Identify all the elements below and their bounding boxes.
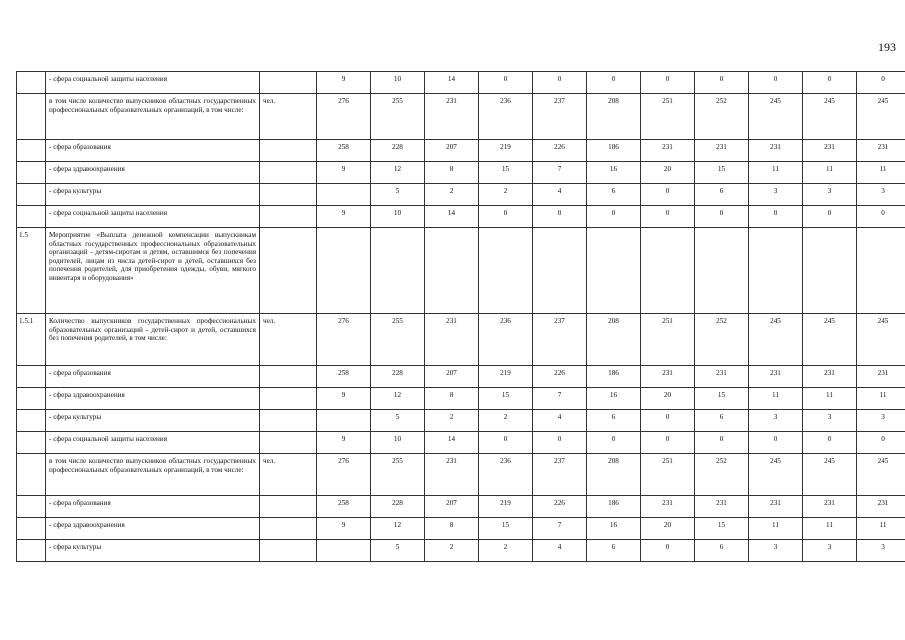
row-value: 0 <box>533 206 587 228</box>
row-value: 9 <box>317 432 371 454</box>
row-value: 0 <box>479 206 533 228</box>
row-value: 236 <box>479 314 533 366</box>
row-name: Количество выпускников государственных профессиональных образовательных организаций - детей-сирот и детей, оставшихся без попечения родителей, в том числе: <box>46 314 260 366</box>
row-value: 0 <box>641 184 695 206</box>
row-value: 3 <box>857 184 905 206</box>
row-value: 3 <box>857 540 905 562</box>
row-value: 0 <box>479 432 533 454</box>
row-value <box>803 228 857 314</box>
row-value: 255 <box>371 94 425 140</box>
row-code <box>17 94 46 140</box>
row-value: 236 <box>479 454 533 496</box>
row-value: 245 <box>803 454 857 496</box>
row-value: 11 <box>857 388 905 410</box>
row-value: 2 <box>425 184 479 206</box>
row-name: - сфера образования <box>46 140 260 162</box>
table-row <box>17 432 905 454</box>
row-value: 2 <box>479 410 533 432</box>
row-code <box>17 410 46 432</box>
row-value: 15 <box>479 388 533 410</box>
row-value: 0 <box>587 206 641 228</box>
row-value: 3 <box>749 540 803 562</box>
row-code <box>17 72 46 94</box>
row-value: 252 <box>695 454 749 496</box>
row-value: 186 <box>587 366 641 388</box>
row-value: 3 <box>857 410 905 432</box>
row-unit <box>260 140 317 162</box>
row-value: 5 <box>371 184 425 206</box>
row-value: 0 <box>587 72 641 94</box>
row-value <box>317 184 371 206</box>
row-value: 8 <box>425 388 479 410</box>
row-value: 0 <box>533 432 587 454</box>
row-value: 226 <box>533 496 587 518</box>
row-value: 207 <box>425 366 479 388</box>
row-value: 4 <box>533 540 587 562</box>
row-value: 10 <box>371 72 425 94</box>
row-value: 231 <box>695 366 749 388</box>
row-value: 3 <box>749 410 803 432</box>
row-unit <box>260 206 317 228</box>
table-row <box>17 496 905 518</box>
row-value: 11 <box>749 388 803 410</box>
row-name: - сфера культуры <box>46 410 260 432</box>
row-value: 11 <box>857 162 905 184</box>
row-value: 2 <box>425 540 479 562</box>
row-value: 6 <box>695 410 749 432</box>
row-value: 16 <box>587 162 641 184</box>
row-value: 276 <box>317 454 371 496</box>
row-value: 245 <box>749 94 803 140</box>
row-value: 236 <box>479 94 533 140</box>
row-value: 0 <box>641 432 695 454</box>
row-value: 0 <box>695 206 749 228</box>
row-value: 16 <box>587 388 641 410</box>
row-name: в том числе количество выпускников областных государственных профессиональных образовательных организаций, в том числе: <box>46 454 260 496</box>
row-value: 5 <box>371 540 425 562</box>
row-value <box>695 228 749 314</box>
row-value <box>587 228 641 314</box>
row-name: - сфера культуры <box>46 184 260 206</box>
row-value: 231 <box>749 140 803 162</box>
row-value: 9 <box>317 72 371 94</box>
row-value: 7 <box>533 388 587 410</box>
row-value <box>479 228 533 314</box>
row-value: 231 <box>749 366 803 388</box>
row-value: 2 <box>425 410 479 432</box>
row-value: 3 <box>803 184 857 206</box>
row-code <box>17 540 46 562</box>
row-value: 0 <box>803 206 857 228</box>
row-value: 251 <box>641 314 695 366</box>
row-code: 1.5.1 <box>17 314 46 366</box>
row-unit <box>260 518 317 540</box>
row-name: - сфера культуры <box>46 540 260 562</box>
row-value: 0 <box>857 72 905 94</box>
row-value: 15 <box>695 162 749 184</box>
row-value: 7 <box>533 162 587 184</box>
row-unit: чел. <box>260 314 317 366</box>
row-value: 276 <box>317 314 371 366</box>
row-value: 0 <box>641 410 695 432</box>
table-row <box>17 410 905 432</box>
row-name: - сфера социальной защиты населения <box>46 432 260 454</box>
row-value: 276 <box>317 94 371 140</box>
row-name: - сфера социальной защиты населения <box>46 206 260 228</box>
row-value: 2 <box>479 540 533 562</box>
row-code <box>17 366 46 388</box>
row-unit <box>260 184 317 206</box>
table-row <box>17 518 905 540</box>
row-name: - сфера образования <box>46 366 260 388</box>
table-row <box>17 72 905 94</box>
row-value: 5 <box>371 410 425 432</box>
row-value: 16 <box>587 518 641 540</box>
row-value: 7 <box>533 518 587 540</box>
indicators-table <box>16 71 905 562</box>
row-value: 231 <box>803 366 857 388</box>
row-value: 20 <box>641 162 695 184</box>
table-row <box>17 184 905 206</box>
row-code <box>17 518 46 540</box>
row-value: 4 <box>533 184 587 206</box>
row-value: 231 <box>641 366 695 388</box>
row-value: 226 <box>533 366 587 388</box>
row-value: 252 <box>695 314 749 366</box>
row-value: 8 <box>425 162 479 184</box>
table-row <box>17 366 905 388</box>
row-value: 0 <box>641 72 695 94</box>
row-value: 0 <box>857 206 905 228</box>
row-value: 219 <box>479 496 533 518</box>
table-row <box>17 388 905 410</box>
row-code <box>17 388 46 410</box>
row-value <box>371 228 425 314</box>
row-name: в том числе количество выпускников областных государственных профессиональных образовательных организаций, в том числе: <box>46 94 260 140</box>
row-value: 6 <box>587 410 641 432</box>
row-unit: чел. <box>260 454 317 496</box>
row-unit <box>260 388 317 410</box>
row-code <box>17 162 46 184</box>
row-value: 251 <box>641 94 695 140</box>
row-value: 231 <box>857 140 905 162</box>
row-value: 186 <box>587 140 641 162</box>
row-name: Мероприятие «Выплата денежной компенсации выпускникам областных государственных профессиональных образовательных организаций - детям-сиротам и детям, оставшимся без попечения родителей, лицам из числа детей-сирот и детей, оставшихся без попечения родителей, для приобретения одежды, обуви, мягкого инвентаря и оборудования» <box>46 228 260 314</box>
row-value: 14 <box>425 72 479 94</box>
row-code <box>17 496 46 518</box>
row-value: 0 <box>695 72 749 94</box>
row-value: 8 <box>425 518 479 540</box>
row-value: 252 <box>695 94 749 140</box>
row-value: 14 <box>425 206 479 228</box>
row-value: 207 <box>425 496 479 518</box>
table-row <box>17 314 905 366</box>
row-value: 231 <box>857 366 905 388</box>
row-value: 20 <box>641 388 695 410</box>
row-value: 6 <box>695 184 749 206</box>
row-value: 3 <box>803 540 857 562</box>
row-value: 258 <box>317 496 371 518</box>
row-value <box>857 228 905 314</box>
row-code <box>17 432 46 454</box>
row-value: 11 <box>803 162 857 184</box>
row-value: 245 <box>749 314 803 366</box>
table-row <box>17 540 905 562</box>
row-value: 2 <box>479 184 533 206</box>
row-value: 245 <box>749 454 803 496</box>
row-value: 245 <box>857 314 905 366</box>
row-value: 0 <box>857 432 905 454</box>
row-value: 237 <box>533 314 587 366</box>
row-value: 15 <box>479 162 533 184</box>
row-code <box>17 140 46 162</box>
row-value: 11 <box>857 518 905 540</box>
row-value <box>749 228 803 314</box>
row-value: 0 <box>803 432 857 454</box>
table-row <box>17 140 905 162</box>
row-value: 4 <box>533 410 587 432</box>
row-value: 231 <box>695 496 749 518</box>
row-value: 207 <box>425 140 479 162</box>
row-value: 231 <box>425 454 479 496</box>
row-value: 245 <box>803 94 857 140</box>
table-row <box>17 162 905 184</box>
row-value: 6 <box>587 540 641 562</box>
row-value: 15 <box>479 518 533 540</box>
row-value: 255 <box>371 454 425 496</box>
row-value: 6 <box>587 184 641 206</box>
row-value: 245 <box>803 314 857 366</box>
row-value: 6 <box>695 540 749 562</box>
row-value: 228 <box>371 140 425 162</box>
row-value: 11 <box>803 388 857 410</box>
row-value: 12 <box>371 518 425 540</box>
row-value: 228 <box>371 366 425 388</box>
row-value <box>317 540 371 562</box>
row-value: 10 <box>371 206 425 228</box>
row-code <box>17 454 46 496</box>
row-value: 231 <box>641 496 695 518</box>
row-code: 1.5 <box>17 228 46 314</box>
row-value: 9 <box>317 162 371 184</box>
row-value: 255 <box>371 314 425 366</box>
row-value: 237 <box>533 454 587 496</box>
row-value: 231 <box>803 496 857 518</box>
row-value: 231 <box>695 140 749 162</box>
row-name: - сфера социальной защиты населения <box>46 72 260 94</box>
row-value: 186 <box>587 496 641 518</box>
row-value: 14 <box>425 432 479 454</box>
row-value: 10 <box>371 432 425 454</box>
row-name: - сфера образования <box>46 496 260 518</box>
row-value: 228 <box>371 496 425 518</box>
row-value: 231 <box>425 94 479 140</box>
table-row <box>17 454 905 496</box>
row-value: 237 <box>533 94 587 140</box>
row-value <box>533 228 587 314</box>
row-value: 0 <box>641 540 695 562</box>
row-value: 0 <box>533 72 587 94</box>
row-value: 258 <box>317 140 371 162</box>
page-number: 193 <box>878 40 896 54</box>
row-value: 208 <box>587 94 641 140</box>
row-value <box>317 410 371 432</box>
row-value: 231 <box>749 496 803 518</box>
row-value: 208 <box>587 314 641 366</box>
row-value: 219 <box>479 140 533 162</box>
row-unit <box>260 72 317 94</box>
row-value: 9 <box>317 206 371 228</box>
row-value: 231 <box>857 496 905 518</box>
row-value: 15 <box>695 388 749 410</box>
row-value: 3 <box>749 184 803 206</box>
row-value: 12 <box>371 162 425 184</box>
row-value: 11 <box>803 518 857 540</box>
row-unit <box>260 496 317 518</box>
row-name: - сфера здравоохранения <box>46 388 260 410</box>
row-value: 219 <box>479 366 533 388</box>
row-value: 226 <box>533 140 587 162</box>
row-value: 0 <box>587 432 641 454</box>
row-value: 15 <box>695 518 749 540</box>
row-unit <box>260 540 317 562</box>
row-value: 0 <box>749 432 803 454</box>
row-value <box>641 228 695 314</box>
row-value: 0 <box>641 206 695 228</box>
row-code <box>17 184 46 206</box>
row-value <box>425 228 479 314</box>
row-unit: чел. <box>260 94 317 140</box>
row-value: 245 <box>857 94 905 140</box>
row-value: 231 <box>803 140 857 162</box>
row-value: 245 <box>857 454 905 496</box>
table-row <box>17 94 905 140</box>
row-name: - сфера здравоохранения <box>46 162 260 184</box>
row-value: 0 <box>695 432 749 454</box>
row-value: 0 <box>803 72 857 94</box>
table-body <box>17 72 905 562</box>
row-value <box>317 228 371 314</box>
row-value: 208 <box>587 454 641 496</box>
row-value: 11 <box>749 518 803 540</box>
row-unit <box>260 228 317 314</box>
row-value: 0 <box>479 72 533 94</box>
row-code <box>17 206 46 228</box>
row-value: 3 <box>803 410 857 432</box>
row-unit <box>260 366 317 388</box>
row-value: 9 <box>317 518 371 540</box>
row-unit <box>260 162 317 184</box>
row-value: 11 <box>749 162 803 184</box>
row-value: 12 <box>371 388 425 410</box>
row-unit <box>260 410 317 432</box>
table-row <box>17 228 905 314</box>
table-row <box>17 206 905 228</box>
row-value: 20 <box>641 518 695 540</box>
row-name: - сфера здравоохранения <box>46 518 260 540</box>
row-value: 0 <box>749 206 803 228</box>
row-unit <box>260 432 317 454</box>
row-value: 258 <box>317 366 371 388</box>
row-value: 231 <box>425 314 479 366</box>
row-value: 0 <box>749 72 803 94</box>
row-value: 9 <box>317 388 371 410</box>
row-value: 251 <box>641 454 695 496</box>
row-value: 231 <box>641 140 695 162</box>
